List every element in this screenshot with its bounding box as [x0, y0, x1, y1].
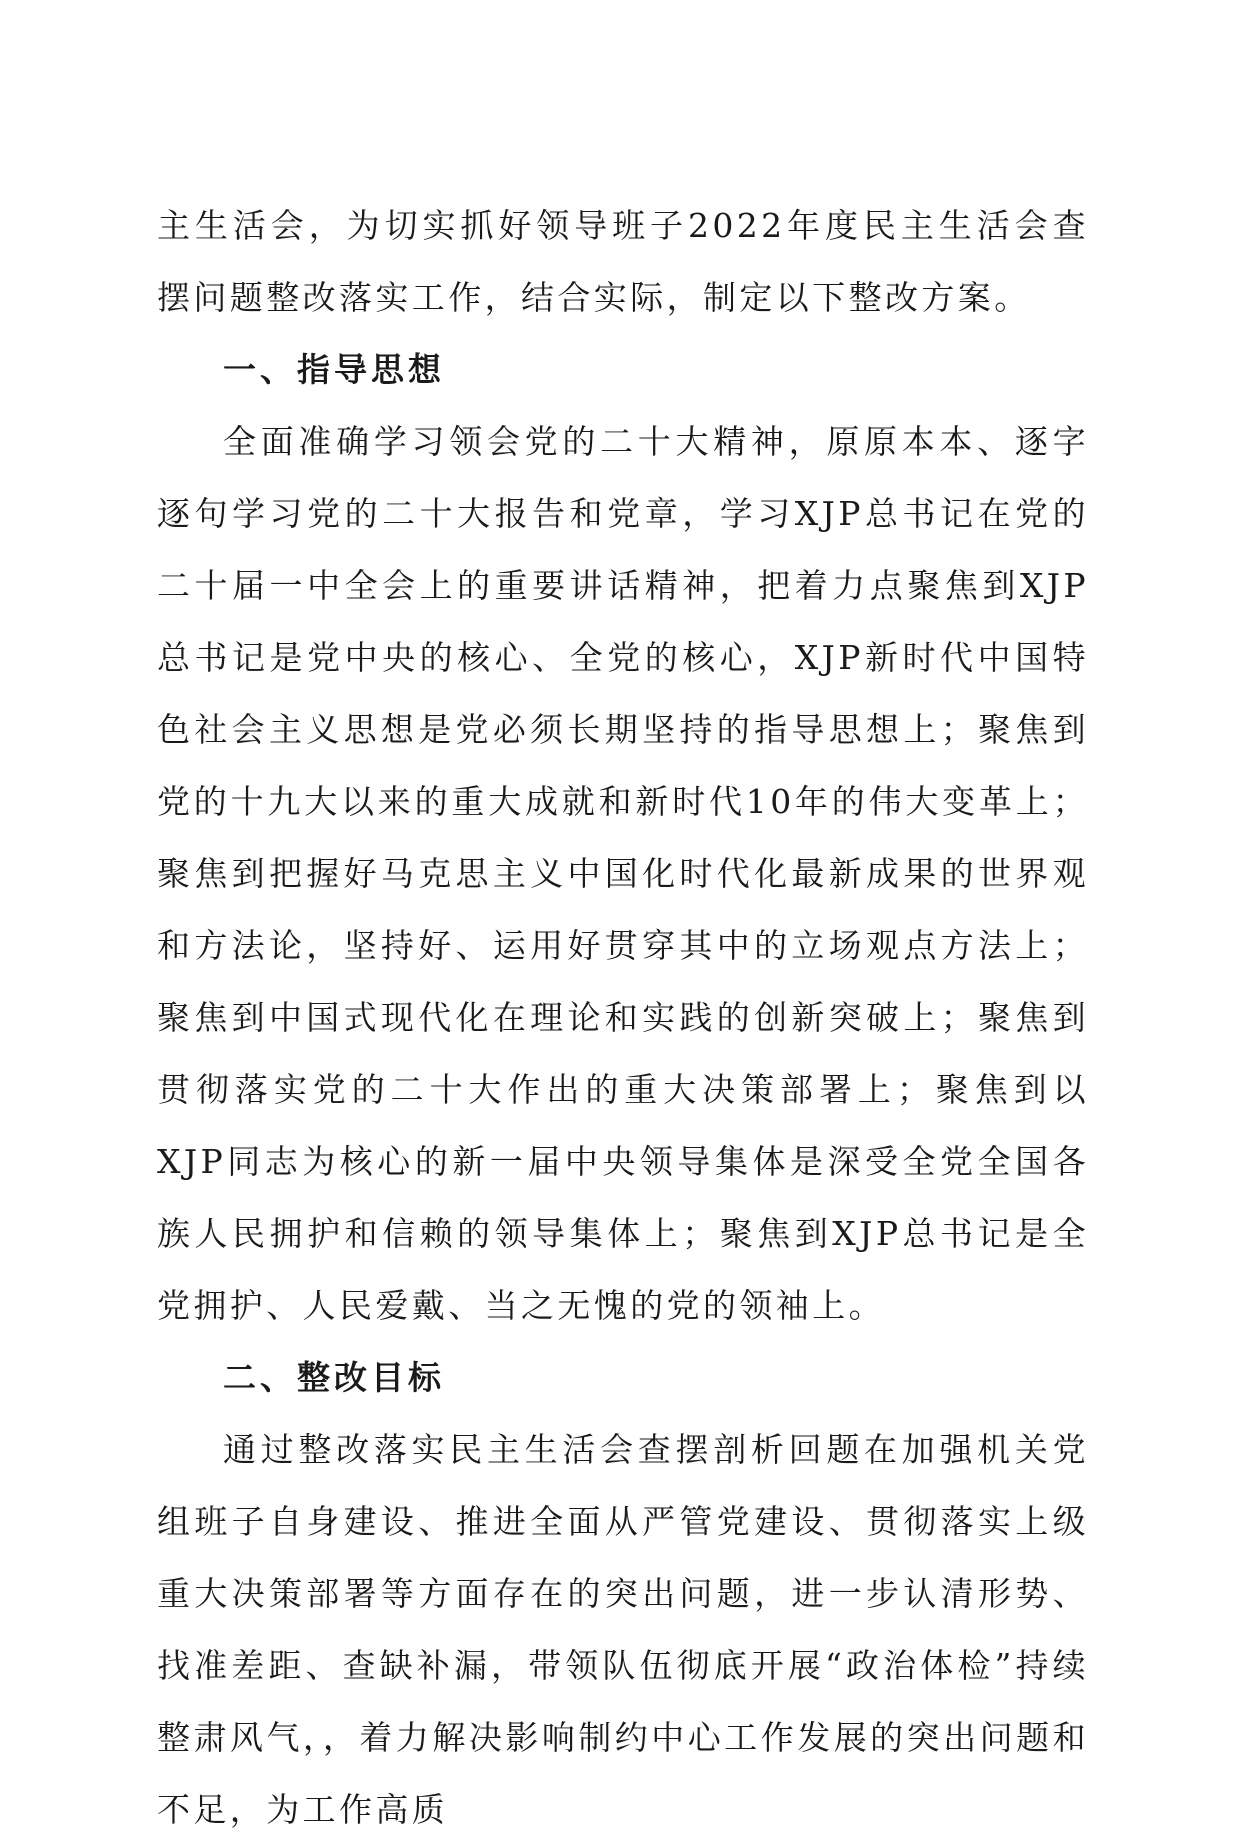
document-body — [157, 190, 1089, 1846]
section-heading-rectification-goals: 二、整改目标 — [223, 1358, 445, 1397]
section-body-guiding-ideology: 全面准确学习领会党的二十大精神，原原本本、逐字逐句学习党的二十大报告和党章，学习XJP总书记在党的二十届一中全会上的重要讲话精神，把着力点聚焦到XJP总书记是党中央的核心、全党的核心，XJP新时代中国特色社会主义思想是党必须长期坚持的指导思想上；聚焦到党的十九大以来的重大成就和新时代10年的伟大变革上；聚焦到把握好马克思主义中国化时代化最新成果的世界观和方法论，坚持好、运用好贯穿其中的立场观点方法上；聚焦到中国式现代化在理论和实践的创新突破上；聚焦到贯彻落实党的二十大作出的重大决策部署上；聚焦到以XJP同志为核心的新一届中央领导集体是深受全党全国各族人民拥护和信赖的领导集体上；聚焦到XJP总书记是全党拥护、人民爱戴、当之无愧的党的领袖上。 — [157, 422, 1089, 1325]
section-heading-guiding-ideology: 一、指导思想 — [223, 350, 445, 389]
section-body-rectification-goals: 通过整改落实民主生活会查摆剖析回题在加强机关党组班子自身建设、推进全面从严管党建设、贯彻落实上级重大决策部署等方面存在的突出问题，进一步认清形势、找准差距、查缺补漏，带领队伍彻底开展“政治体检”持续整肃风气，，着力解决影响制约中心工作发展的突出问题和不足，为工作高质 — [157, 1430, 1089, 1829]
opening-paragraph: 主生活会，为切实抓好领导班子2022年度民主生活会查摆问题整改落实工作，结合实际，制定以下整改方案。 — [157, 206, 1089, 317]
